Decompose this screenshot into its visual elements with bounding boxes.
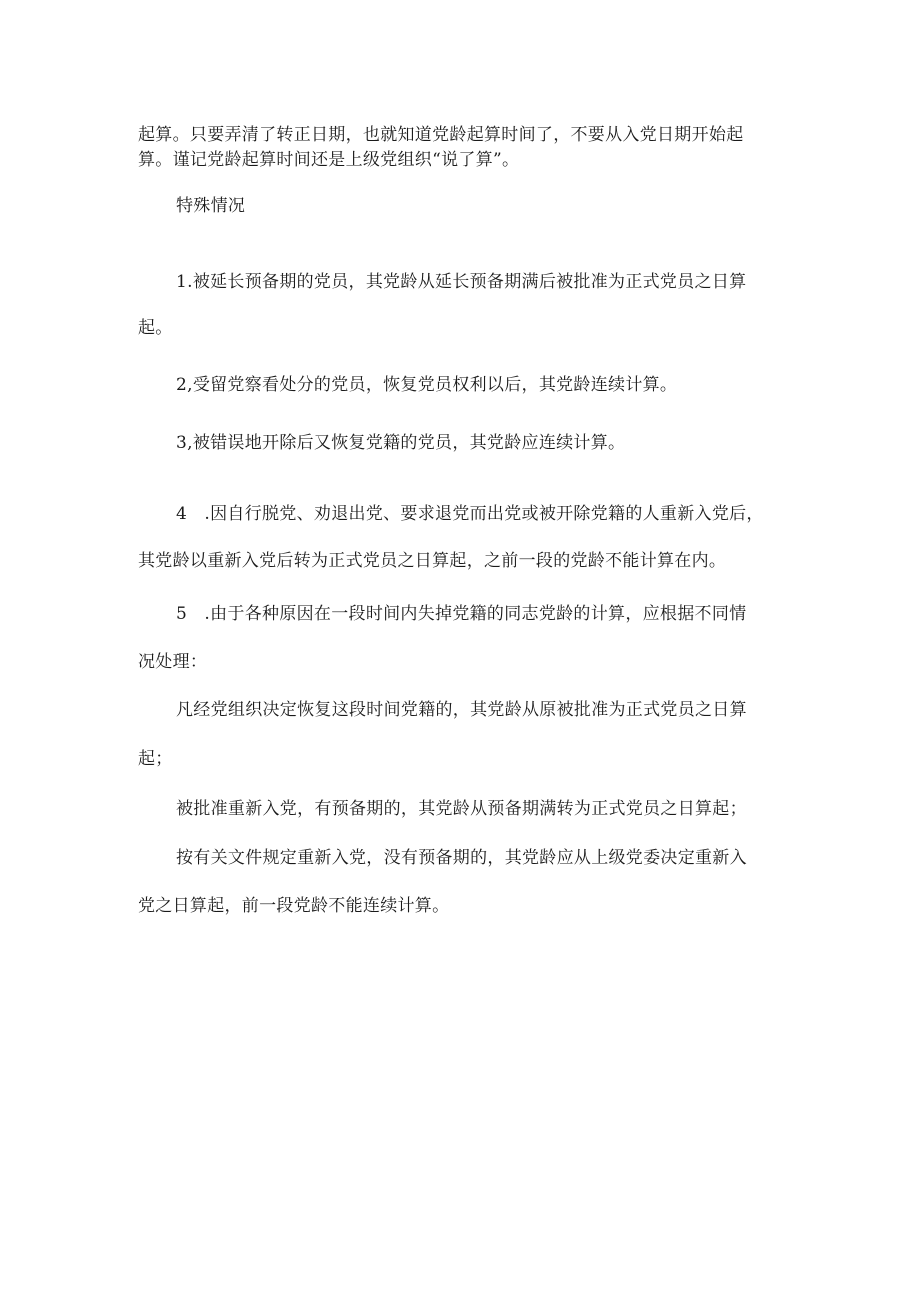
paragraph-line: 起算。只要弄清了转正日期，也就知道党龄起算时间了，不要从入党日期开始起 [138,125,744,145]
paragraph-line: 按有关文件规定重新入党，没有预备期的，其党龄应从上级党委决定重新入 [176,848,747,868]
list-item-3: 3,被错误地开除后又恢复党籍的党员，其党龄应连续计算。 [176,433,626,453]
paragraph-line: 被批准重新入党，有预备期的，其党龄从预备期满转为正式党员之日算起； [176,799,747,819]
list-item-2: 2,受留党察看处分的党员，恢复党员权利以后，其党龄连续计算。 [176,375,678,395]
paragraph-line: 起； [138,749,173,769]
paragraph-line: 算。谨记党龄起算时间还是上级党组织“说了算”。 [138,150,520,170]
list-item-4: 4 .因自行脱党、劝退出党、要求退党而出党或被开除党籍的人重新入党后， [176,504,764,524]
paragraph-line: 凡经党组织决定恢复这段时间党籍的，其党龄从原被批准为正式党员之日算 [176,700,747,720]
list-item-5-cont: 况处理： [138,652,208,672]
list-item-5: 5 .由于各种原因在一段时间内失掉党籍的同志党龄的计算，应根据不同情 [176,604,747,624]
list-item-1: 1.被延长预备期的党员，其党龄从延长预备期满后被批准为正式党员之日算 [176,272,747,292]
paragraph-line: 党之日算起，前一段党龄不能连续计算。 [138,896,450,916]
list-item-1-cont: 起。 [138,318,173,338]
list-item-4-cont: 其党龄以重新入党后转为正式党员之日算起，之前一段的党龄不能计算在内。 [138,551,727,571]
section-heading: 特殊情况 [176,196,246,216]
